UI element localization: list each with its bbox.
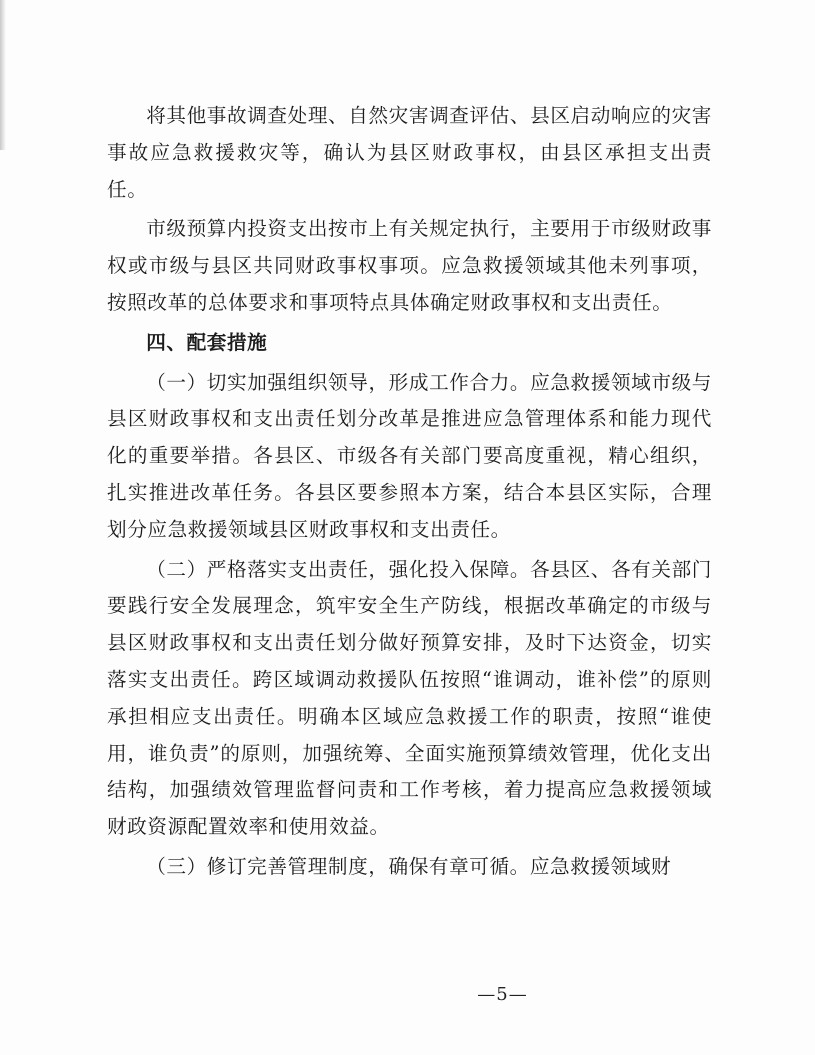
page-number: —5— xyxy=(477,984,528,1005)
paragraph-county-responsibility: 将其他事故调查处理、自然灾害调查评估、县区启动响应的灾害事故应急救援救灾等，确认为县区财政事权，由县区承担支出责任。 xyxy=(107,104,712,201)
measure-3: （三）修订完善管理制度，确保有章可循。应急救援领域财 xyxy=(146,854,672,878)
measure-2: （二）严格落实支出责任，强化投入保障。各县区、各有关部门要践行安全发展理念，筑牢安全生产防线，根据改革确定的市级与县区财政事权和支出责任划分做好预算安排，及时下达资金，切实落实支出责任。跨区域调动救援队伍按照“谁调动，谁补偿”的原则承担相应支出责任。明确本区域应急救援工作的职责，按照“谁使用，谁负责”的原则，加强统筹、全面实施预算绩效管理，优化支出结构，加强绩效管理监督问责和工作考核，着力提高应急救援领域财政资源配置效率和使用效益。 xyxy=(107,557,712,839)
body-text xyxy=(107,98,712,886)
paragraph-budget-investment: 市级预算内投资支出按市上有关规定执行，主要用于市级财政事权或市级与县区共同财政事权事项。应急救援领域其他未列事项，按照改革的总体要求和事项特点具体确定财政事权和支出责任。 xyxy=(107,217,712,314)
scan-edge-shadow xyxy=(0,0,6,150)
measure-1: （一）切实加强组织领导，形成工作合力。应急救援领域市级与县区财政事权和支出责任划分改革是推进应急管理体系和能力现代化的重要举措。各县区、市级各有关部门要高度重视，精心组织，扎实推进改革任务。各县区要参照本方案，结合本县区实际，合理划分应急救援领域县区财政事权和支出责任。 xyxy=(107,370,712,541)
section-heading: 四、配套措施 xyxy=(146,330,268,354)
